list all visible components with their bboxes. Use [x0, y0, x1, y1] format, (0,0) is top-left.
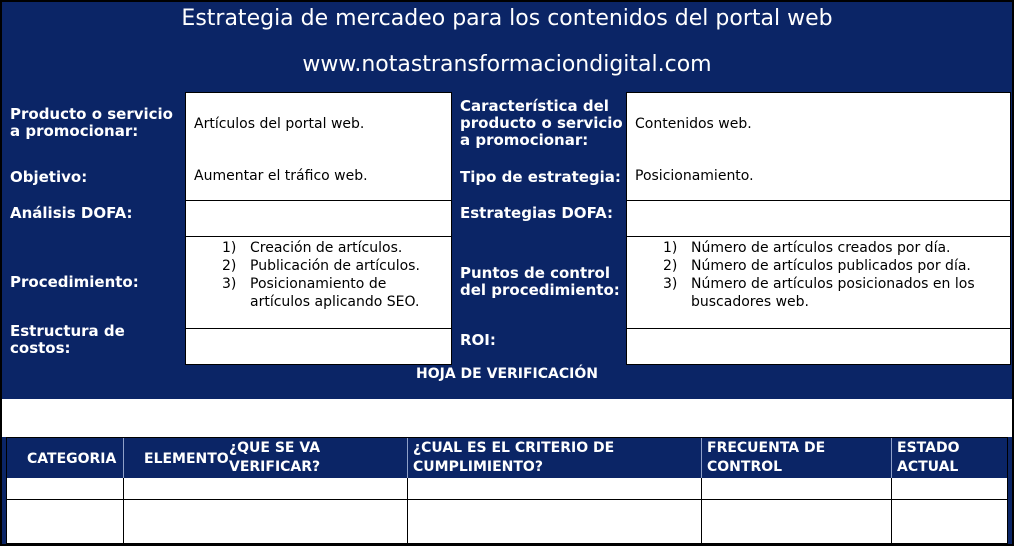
procedimiento-label: Procedimiento:: [10, 272, 139, 291]
analisis-label: Análisis DOFA:: [10, 203, 133, 222]
table-cell[interactable]: [7, 478, 124, 500]
objetivo-value: Aumentar el tráfico web.: [194, 168, 368, 184]
col-elemento: ELEMENTO: [144, 451, 229, 467]
roi-label: ROI:: [460, 330, 496, 349]
col-criterio: ¿CUAL ES EL CRITERIO DE CUMPLIMIENTO?: [413, 440, 615, 475]
objetivo-label: Objetivo:: [10, 167, 88, 186]
analisis-value: [185, 200, 452, 237]
spacer-band: [2, 399, 1012, 437]
list-item: 3) Número de artículos posicionados en los buscadores web.: [663, 276, 975, 310]
col-divider: [407, 438, 408, 478]
col-categoria: CATEGORIA: [27, 451, 117, 467]
table-cell[interactable]: [892, 478, 1007, 500]
table-cell[interactable]: [408, 500, 702, 543]
tipo-value: Posicionamiento.: [635, 168, 754, 184]
title-block: [2, 2, 1012, 90]
table-cell[interactable]: [702, 478, 892, 500]
table-cell[interactable]: [702, 500, 892, 543]
col-divider: [123, 438, 124, 478]
caracteristica-label: Característica del producto o servicio a promocionar:: [460, 96, 623, 149]
table-cell[interactable]: [408, 478, 702, 500]
table-cell[interactable]: [124, 478, 408, 500]
col-divider: [701, 438, 702, 478]
procedimiento-list: [185, 236, 452, 329]
costos-label: Estructura de costos:: [10, 322, 125, 357]
puntos-label: Puntos de control del procedimiento:: [460, 264, 620, 299]
table-cell[interactable]: [892, 500, 1007, 543]
producto-value: Artículos del portal web.: [185, 92, 452, 201]
col-que-verificar: ¿QUE SE VA VERIFICAR?: [229, 440, 321, 475]
roi-value: [626, 328, 1011, 365]
list-item: 2) Número de artículos publicados por día.: [663, 258, 971, 274]
col-frecuencia: FRECUENTA DE CONTROL: [707, 440, 826, 475]
verification-title: HOJA DE VERIFICACIÓN: [416, 366, 598, 382]
producto-label: Producto o servicio a promocionar:: [10, 105, 173, 140]
table-cell[interactable]: [124, 500, 408, 543]
site-url: www.notastransformaciondigital.com: [302, 52, 712, 77]
verification-table: [6, 437, 1008, 544]
costos-value: [185, 328, 452, 365]
puntos-list: [626, 236, 1011, 329]
col-estado: ESTADO ACTUAL: [897, 440, 960, 475]
table-cell[interactable]: [7, 500, 124, 543]
tipo-label: Tipo de estrategia:: [460, 167, 621, 186]
estrategias-value: [626, 200, 1011, 237]
caracteristica-value: Contenidos web.: [626, 92, 1011, 201]
list-item: 3) Posicionamiento de artículos aplicando SEO.: [222, 276, 420, 310]
list-item: 1) Número de artículos creados por día.: [663, 240, 951, 256]
list-item: 1) Creación de artículos.: [222, 240, 403, 256]
list-item: 2) Publicación de artículos.: [222, 258, 420, 274]
col-divider: [891, 438, 892, 478]
page-title: Estrategia de mercadeo para los contenidos del portal web: [181, 6, 833, 31]
estrategias-label: Estrategias DOFA:: [460, 203, 613, 222]
